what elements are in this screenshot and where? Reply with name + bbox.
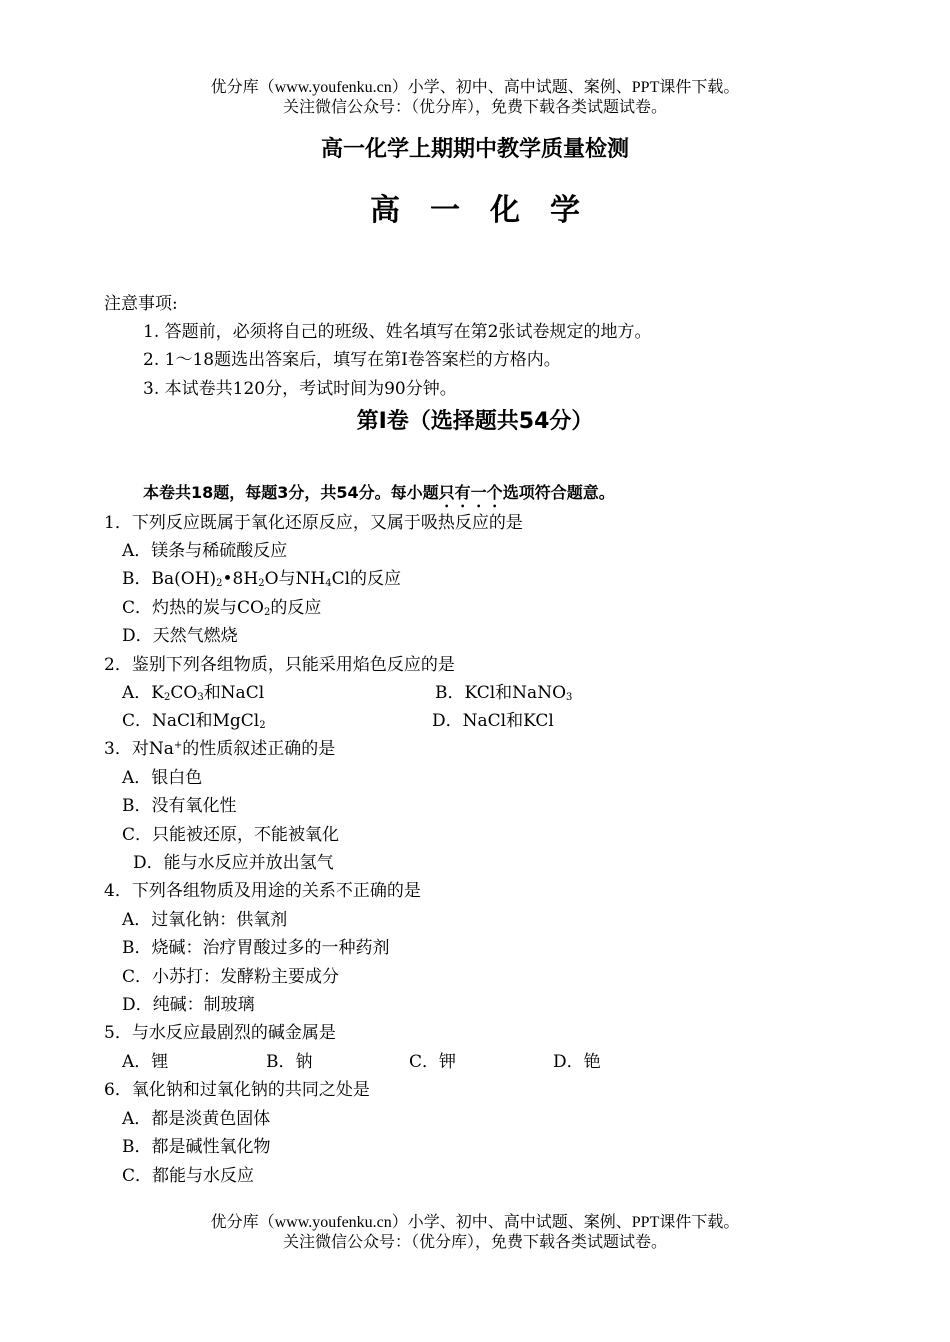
- q1-c-text2: 的反应: [270, 598, 322, 618]
- q1-b-text2: •8H: [222, 569, 259, 589]
- q1-stem: 1．下列反应既属于氧化还原反应，又属于吸热反应的是: [104, 513, 523, 533]
- q2-option-c: [122, 710, 266, 732]
- q1-c-sub: 2: [263, 607, 271, 618]
- q2-c-sub: 2: [259, 720, 266, 731]
- instruction-emphasis: 只有一个: [438, 483, 503, 502]
- q3-stem-sup: +: [173, 740, 183, 751]
- q1-b-text1: B．Ba(OH): [122, 569, 217, 589]
- instruction-text-after: 选项符合题意。: [502, 483, 615, 502]
- q5-option-c: C．钾: [409, 1052, 457, 1072]
- q3-stem-text2: 的性质叙述正确的是: [182, 739, 336, 759]
- q1-option-c: [122, 597, 321, 619]
- q1-option-a: A．镁条与稀硫酸反应: [122, 541, 288, 561]
- section1-instruction: [143, 482, 615, 511]
- q6-option-b: B．都是碱性氧化物: [122, 1137, 271, 1157]
- q3-option-c: C．只能被还原，不能被氧化: [122, 825, 340, 845]
- q4-stem: 4．下列各组物质及用途的关系不正确的是: [104, 881, 421, 901]
- q3-option-b: B．没有氧化性: [122, 796, 237, 816]
- q1-option-d: D．天然气燃烧: [122, 626, 238, 646]
- q2-a-sub2: 3: [197, 692, 204, 703]
- q3-stem-text1: 3．对Na: [104, 739, 174, 759]
- q2-a-sub1: 2: [163, 692, 171, 703]
- q2-b-sub: 3: [566, 692, 573, 703]
- q2-b-text: B．KCl和NaNO: [435, 683, 567, 703]
- note-item-1: 1. 答题前，必须将自己的班级、姓名填写在第2张试卷规定的地方。: [143, 322, 652, 342]
- q5-option-a: A．锂: [122, 1052, 169, 1072]
- q5-stem: 5．与水反应最剧烈的碱金属是: [104, 1023, 336, 1043]
- page-footer-line1: 优分库（www.youfenku.cn）小学、初中、高中试题、案例、PPT课件下载。: [210, 1214, 740, 1231]
- page-footer-line2: 关注微信公众号：（优分库），免费下载各类试题试卷。: [282, 1234, 667, 1251]
- q6-option-c: C．都能与水反应: [122, 1166, 255, 1186]
- q3-option-d: D．能与水反应并放出氢气: [133, 853, 334, 873]
- q2-a-text3: 和NaCl: [203, 683, 265, 703]
- q4-option-a: A．过氧化钠：供氧剂: [122, 910, 288, 930]
- note-item-2: 2. 1～18题选出答案后，填写在第Ⅰ卷答案栏的方格内。: [143, 350, 561, 370]
- q1-b-sub2: 2: [258, 578, 265, 589]
- page-header-line1: 优分库（www.youfenku.cn）小学、初中、高中试题、案例、PPT课件下载。: [210, 79, 740, 96]
- q2-a-text2: CO: [170, 683, 198, 703]
- q5-option-b: B．钠: [266, 1052, 313, 1072]
- q1-b-text4: Cl的反应: [331, 569, 402, 589]
- instruction-text-before: 本卷共18题，每题3分，共54分。每小题: [143, 483, 439, 502]
- q2-option-d: D．NaCl和KCl: [432, 711, 554, 731]
- q2-c-text: C．NaCl和MgCl: [122, 711, 260, 731]
- section1-title: 第Ⅰ卷（选择题共54分）: [356, 409, 594, 434]
- q1-b-sub1: 2: [216, 578, 223, 589]
- q4-option-c: C．小苏打：发酵粉主要成分: [122, 967, 340, 987]
- q3-option-a: A．银白色: [122, 768, 203, 788]
- q2-option-a: [122, 682, 264, 704]
- q4-option-b: B．烧碱：治疗胃酸过多的一种药剂: [122, 938, 390, 958]
- q4-option-d: D．纯碱：制玻璃: [122, 995, 255, 1015]
- q2-option-b: [435, 682, 572, 704]
- exam-title: 高一化学上期期中教学质量检测: [320, 137, 629, 162]
- note-item-3: 3. 本试卷共120分，考试时间为90分钟。: [143, 379, 457, 399]
- notes-heading: 注意事项:: [104, 294, 178, 314]
- q5-option-d: D．铯: [553, 1052, 601, 1072]
- q1-b-sub3: 4: [325, 578, 332, 589]
- q1-c-text1: C．灼热的炭与CO: [122, 598, 264, 618]
- exam-subtitle: 高 一 化 学: [370, 193, 580, 228]
- q1-b-text3: O与NH: [264, 569, 326, 589]
- q2-stem: 2．鉴别下列各组物质，只能采用焰色反应的是: [104, 655, 455, 675]
- q6-option-a: A．都是淡黄色固体: [122, 1109, 271, 1129]
- q6-stem: 6．氧化钠和过氧化钠的共同之处是: [104, 1080, 370, 1100]
- q1-option-b: [122, 568, 401, 590]
- page-header-line2: 关注微信公众号：（优分库），免费下载各类试题试卷。: [282, 99, 667, 116]
- q2-a-text1: A．K: [122, 683, 164, 703]
- q3-stem: [104, 738, 335, 760]
